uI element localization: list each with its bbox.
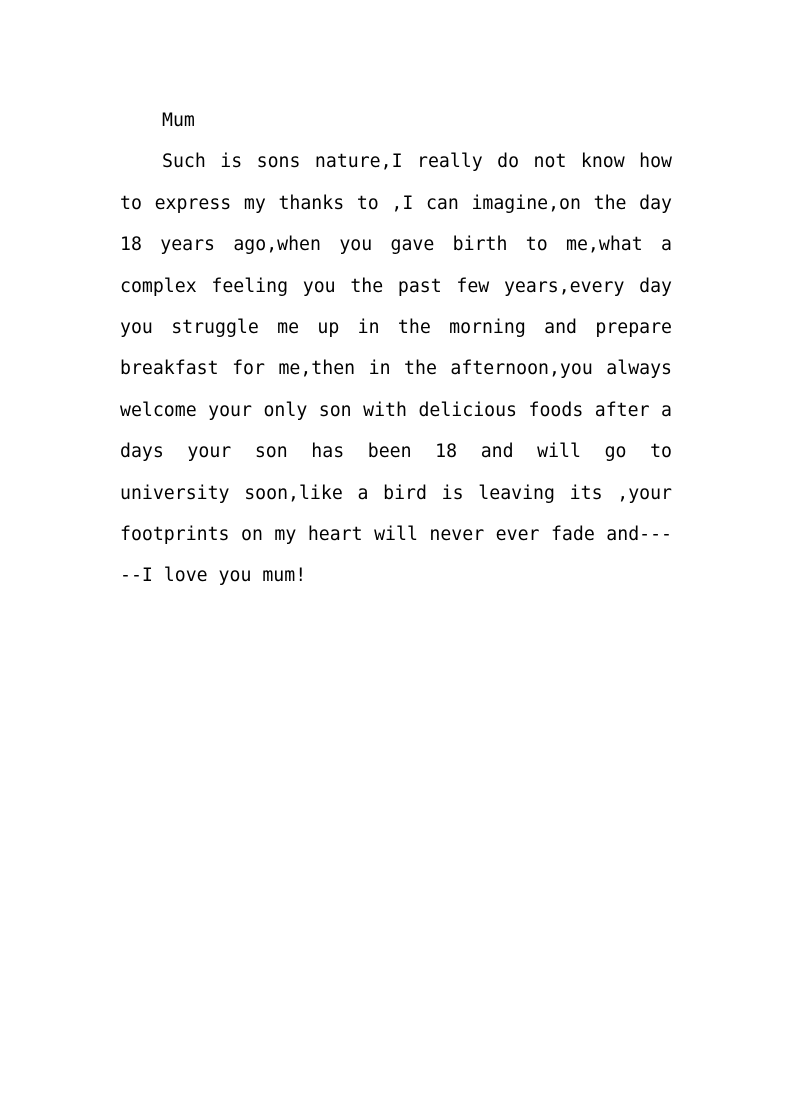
document-body-paragraph: Such is sons nature,I really do not know how to express my thanks to ,I can imagine,on the day 18 years ago,when you gave birth to me,what a complex feeling you the past few years,every day you struggle me up in the morning and prepare breakfast for me,then in the afternoon,you always welcome your only son with delicious foods after a days your son has been 18 and will go to university soon,like a bird is leaving its ,your footprints on my heart will never ever fade and-----I love you mum! [120,151,672,587]
document-content [120,100,672,597]
document-title: Mum [162,110,195,131]
